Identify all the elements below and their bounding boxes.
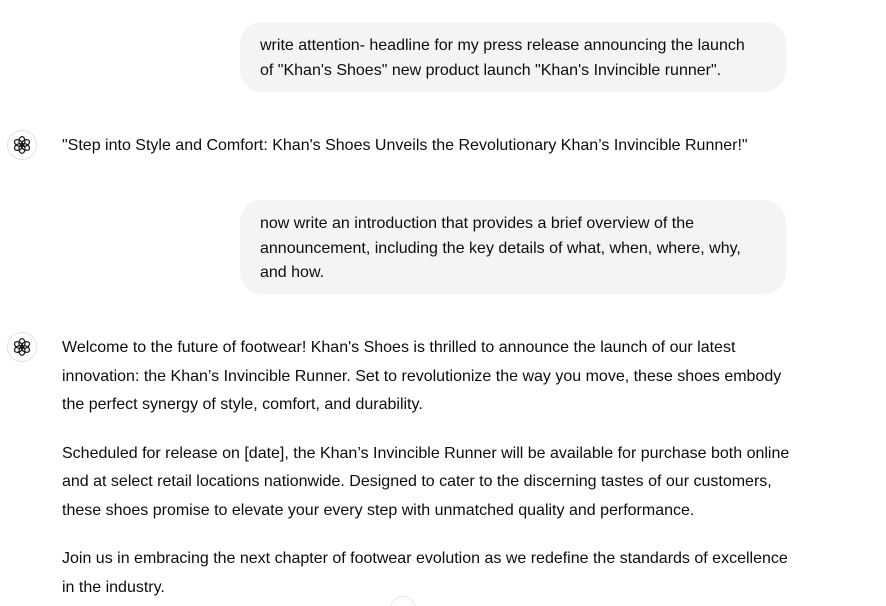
user-message bbox=[240, 200, 786, 294]
user-message-line: and how. bbox=[260, 264, 325, 281]
user-message bbox=[240, 22, 786, 92]
user-message-line: announcement, including the key details of what, when, where, why, bbox=[260, 239, 741, 257]
assistant-paragraph: "Step into Style and Comfort: Khan's Shoes Unveils the Revolutionary Khan’s Invincible Runner!" bbox=[62, 137, 748, 154]
openai-logo-icon bbox=[12, 135, 32, 155]
openai-logo-icon bbox=[12, 337, 32, 357]
user-message-line: of "Khan's Shoes" new product launch "Khan's Invincible runner". bbox=[260, 61, 722, 79]
assistant-paragraph: Welcome to the future of footwear! Khan's Shoes is thrilled to announce the launch of our latest innovation: the Khan’s Invincible Runner. Set to revolutionize the way you move, these shoes embody the perfect synergy of style, comfort, and durability. bbox=[62, 339, 782, 413]
assistant-message bbox=[62, 334, 802, 606]
assistant-avatar bbox=[7, 130, 37, 160]
assistant-paragraph: Scheduled for release on [date], the Khan’s Invincible Runner will be available for purchase both online and at select retail locations nationwide. Designed to cater to the discerning tastes of our customers, these shoes promise to elevate your every step with unmatched quality and performance. bbox=[62, 444, 790, 519]
user-message-line: write attention- headline for my press release announcing the launch bbox=[260, 37, 745, 54]
assistant-message bbox=[62, 132, 802, 180]
user-message-line: now write an introduction that provides a brief overview of the bbox=[260, 215, 695, 232]
assistant-avatar bbox=[7, 332, 37, 362]
assistant-paragraph: Join us in embracing the next chapter of footwear evolution as we redefine the standards of excellence in the industry. bbox=[62, 550, 788, 596]
